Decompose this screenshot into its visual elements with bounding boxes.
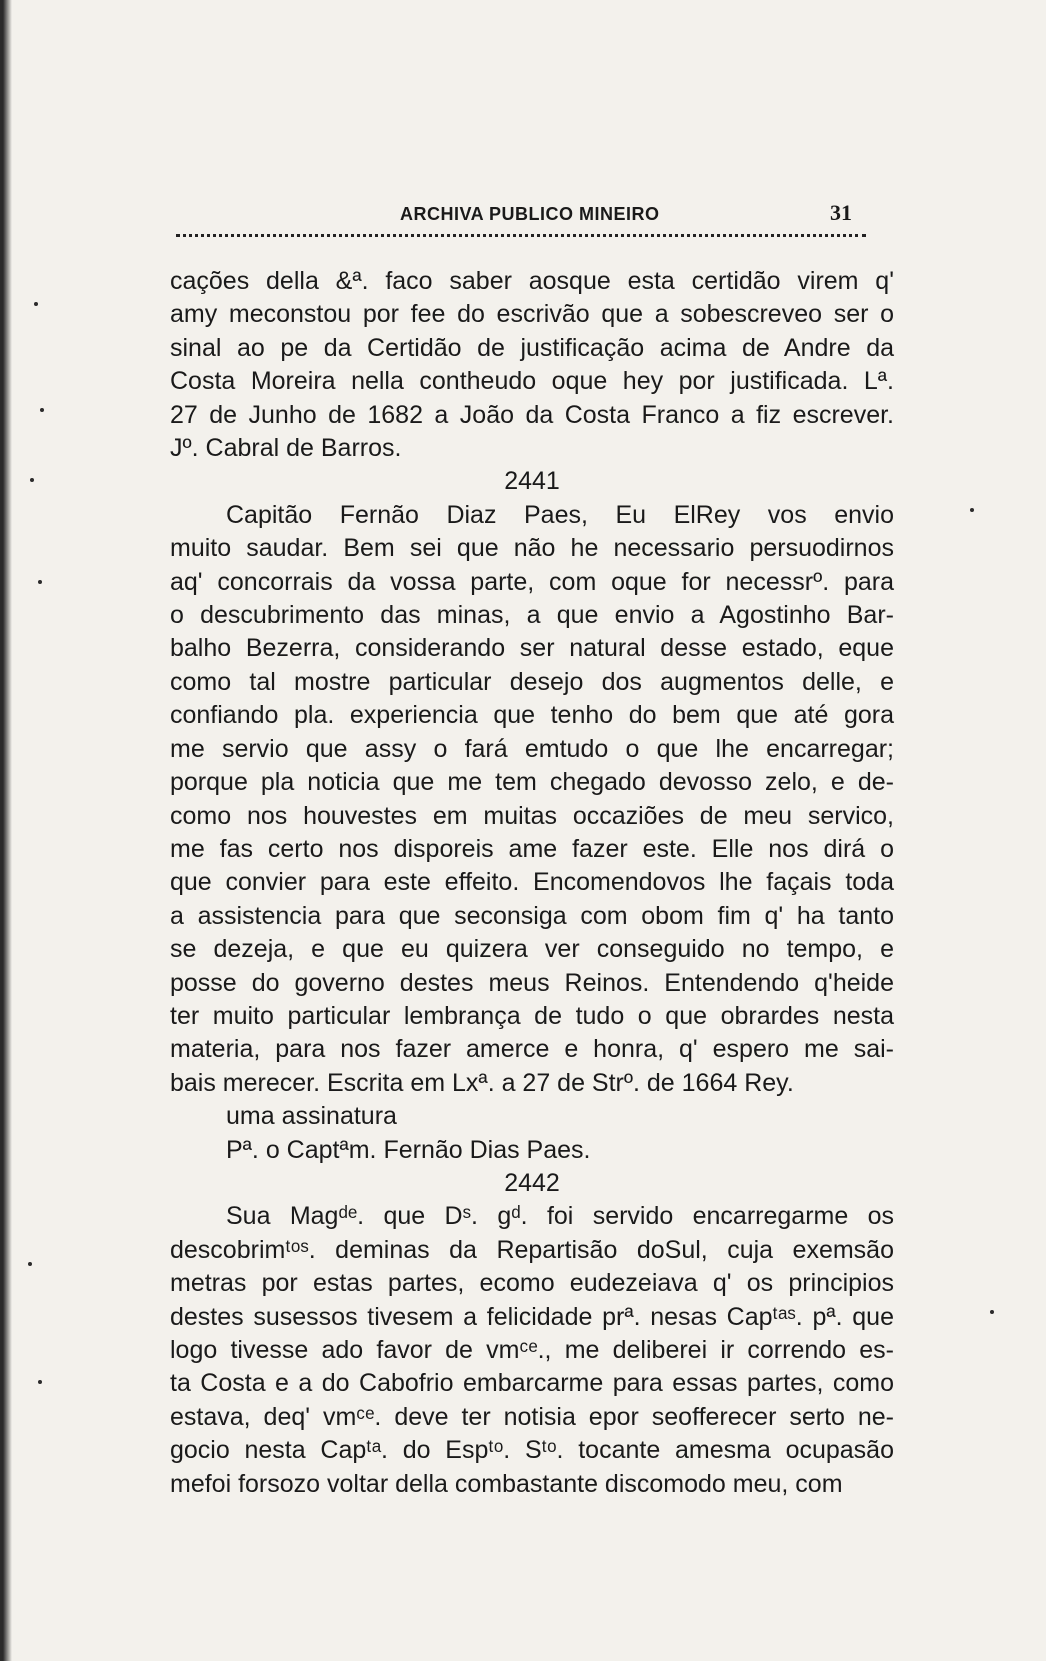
text-line: se dezeja, e que eu quizera ver conseguido no tempo, e — [170, 935, 894, 964]
header-rule — [176, 234, 866, 237]
text-line: cações della &ª. faco saber aosque esta certidão virem q' — [170, 267, 894, 295]
text-line: Costa Moreira nella contheudo oque hey por justificada. Lª. — [170, 367, 894, 396]
entry-number: 2441 — [504, 467, 560, 496]
text-line: porque pla noticia que me tem chegado devosso zelo, e de- — [170, 768, 894, 797]
entry-2441-text — [170, 499, 894, 1167]
text-line: como tal mostre particular desejo dos augmentos delle, e — [170, 667, 894, 696]
text-line: ter muito particular lembrança de tudo o que obrardes nesta — [170, 1001, 894, 1030]
text-line: descobrimᵗᵒˢ. deminas da Repartisão doSul, cuja exemsão — [170, 1235, 894, 1264]
text-line: balho Bezerra, considerando ser natural desse estado, eque — [170, 634, 894, 663]
text-line: gocio nesta Capᵗᵃ. do Espᵗᵒ. Sᵗᵒ. tocante amesma ocupasão — [170, 1436, 894, 1465]
text-line: o descubrimento das minas, a que envio a Agostinho Bar- — [170, 601, 894, 630]
text-line: me servio que assy o fará emtudo o que lhe encarregar; — [170, 734, 894, 763]
running-head — [170, 200, 870, 234]
speck — [38, 580, 42, 584]
speck — [28, 1262, 32, 1266]
text-line: destes susessos tivesem a felicidade prª. nesas Capᵗᵃˢ. pª. que — [170, 1302, 894, 1331]
speck — [38, 1380, 42, 1384]
page-body — [170, 265, 894, 1501]
text-line: logo tivesse ado favor de vmᶜᵉ., me deliberei ir correndo es- — [170, 1336, 894, 1364]
text-line: Sua Magᵈᵉ. que Dˢ. gᵈ. foi servido encarregarme os — [226, 1202, 894, 1231]
text-line: estava, deq' vmᶜᵉ. deve ter notisia epor seofferecer serto ne- — [170, 1402, 894, 1431]
speck — [40, 408, 44, 412]
text-line: materia, para nos fazer amerce e honra, q' espero me sai- — [170, 1035, 894, 1064]
text-line: ta Costa e a do Cabofrio embarcarme para essas partes, como — [170, 1369, 894, 1398]
speck — [34, 302, 38, 306]
text-line: aq' concorrais da vossa parte, com oque for necessrº. para — [170, 567, 894, 596]
addressee: Pª. o Captªm. Fernão Dias Paes. — [226, 1135, 591, 1164]
text-line: confiando pla. experiencia que tenho do bem que até gora — [170, 701, 894, 730]
text-line: Jº. Cabral de Barros. — [170, 434, 402, 463]
text-line: 27 de Junho de 1682 a João da Costa Franco a fiz escrever. — [170, 400, 894, 429]
signature-note: uma assinatura — [226, 1102, 397, 1131]
text-line: mefoi forsozo voltar della combastante discomodo meu, com — [170, 1469, 843, 1498]
text-line: a assistencia para que seconsiga com obom fim q' ha tanto — [170, 901, 894, 930]
paragraph-continuation — [170, 265, 894, 465]
speck — [990, 1310, 994, 1314]
text-line: sinal ao pe da Certidão de justificação acima de Andre da — [170, 333, 894, 362]
text-line: Capitão Fernão Diaz Paes, Eu ElRey vos envio — [226, 500, 894, 529]
text-line: bais merecer. Escrita em Lxª. a 27 de Strº. de 1664 Rey. — [170, 1068, 794, 1097]
text-line: me fas certo nos disporeis ame fazer este. Elle nos dirá o — [170, 834, 894, 863]
journal-title: ARCHIVA PUBLICO MINEIRO — [400, 204, 660, 224]
entry-number: 2442 — [504, 1168, 560, 1197]
speck — [970, 508, 974, 512]
entry-2442-text — [170, 1200, 894, 1501]
text-line: muito saudar. Bem sei que não he necessario persuodirnos — [170, 534, 894, 563]
speck — [30, 478, 34, 482]
text-line: posse do governo destes meus Reinos. Entendendo q'heide — [170, 968, 894, 997]
page-left-edge — [0, 0, 12, 1661]
text-line: que convier para este effeito. Encomendovos lhe façais toda — [170, 868, 894, 897]
text-line: como nos houvestes em muitas occaziões de meu servico, — [170, 801, 894, 830]
text-line: amy meconstou por fee do escrivão que a sobescreveo ser o — [170, 300, 894, 329]
text-line: metras por estas partes, ecomo eudezeiava q' os principios — [170, 1269, 894, 1298]
page-number: 31 — [830, 200, 852, 225]
